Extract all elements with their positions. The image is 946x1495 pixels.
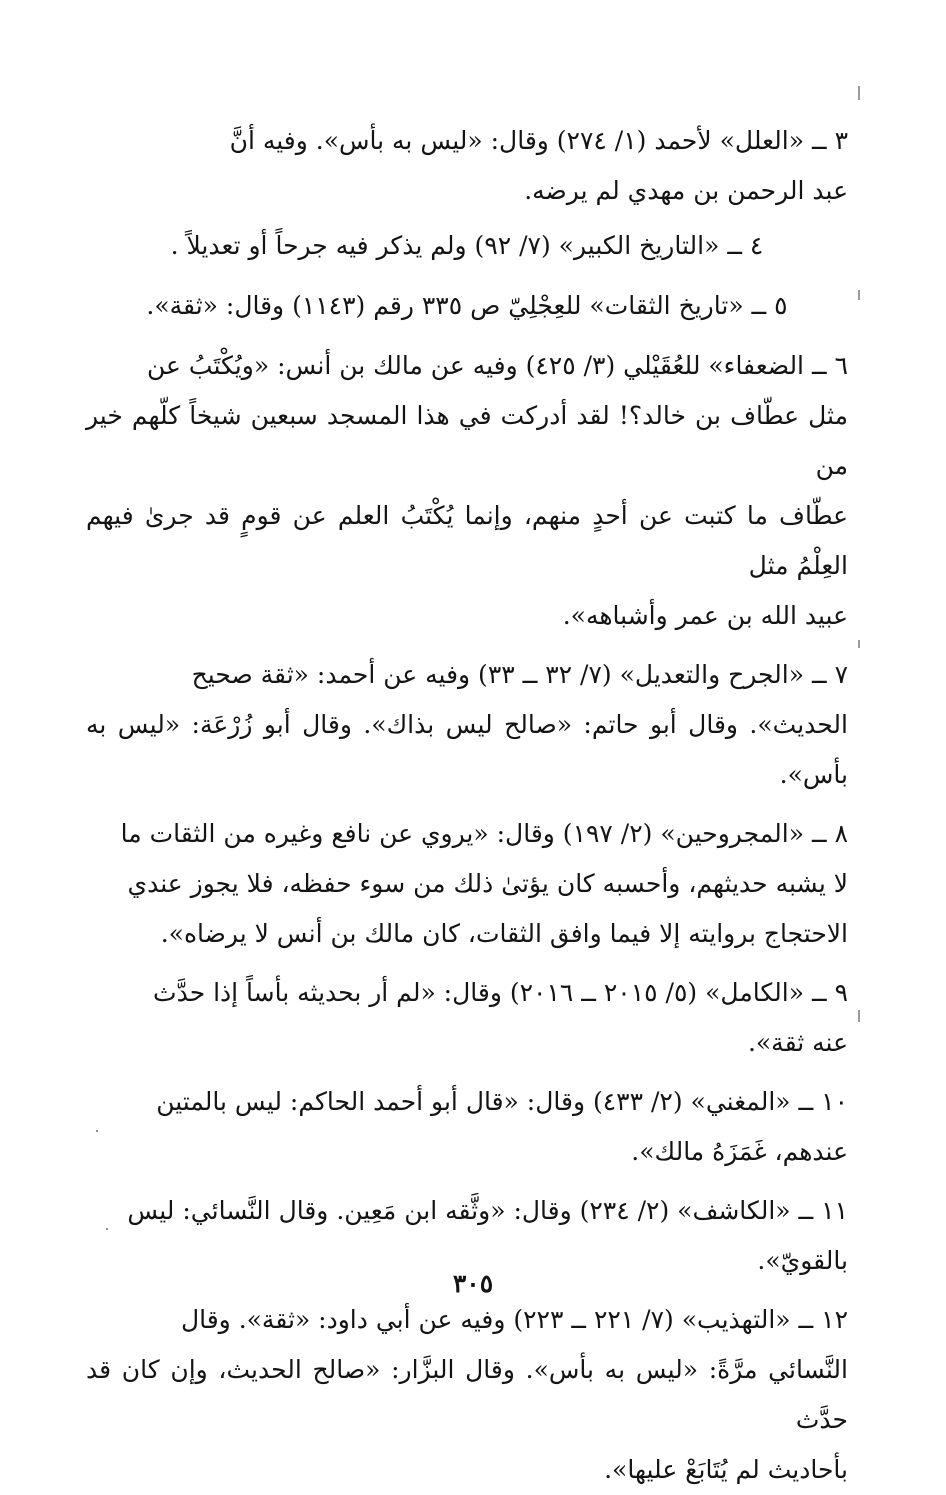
entry-10-line-1: ١٠ ــ «المغني» (٢/ ٤٣٣) وقال: «قال أبو أحمد الحاكم: ليس بالمتين xyxy=(156,1087,848,1116)
entry-10-line-2: عندهم، غَمَزَهُ مالك». xyxy=(631,1137,848,1166)
entry-12-line-2: النَّسائي مرَّةً: «ليس به بأس». وقال البزَّار: «صالح الحديث، وإن كان قد حدَّث xyxy=(86,1355,848,1434)
entry-6 xyxy=(86,341,848,641)
scan-edge-mark xyxy=(858,86,860,100)
entry-4 xyxy=(86,221,848,271)
entry-9-line-2: عنه ثقة». xyxy=(747,1028,848,1057)
entry-6-line-1: ٦ ــ الضعفاء» للعُقَيْلي (٣/ ٤٢٥) وفيه عن مالك بن أنس: «ويُكْتَبُ عن xyxy=(147,351,848,380)
entry-8-line-1: ٨ ــ «المجروحين» (٢/ ١٩٧) وقال: «يروي عن نافع وغيره من الثقات ما xyxy=(120,819,848,848)
entry-4-line-1: ٤ ــ «التاريخ الكبير» (٧/ ٩٢) ولم يذكر فيه جرحاً أو تعديلاً . xyxy=(170,231,764,260)
entry-10 xyxy=(86,1077,848,1177)
entry-7-line-2: الحديث». وقال أبو حاتم: «صالح ليس بذاك». وقال أبو زُرْعَة: «ليس به بأس». xyxy=(86,710,848,789)
scan-edge-mark xyxy=(858,1010,860,1022)
entry-3 xyxy=(86,116,848,216)
entry-12 xyxy=(86,1295,848,1495)
entry-6-line-2: مثل عطّاف بن خالد؟! لقد أدركت في هذا المسجد سبعين شيخاً كلّهم خير من xyxy=(86,401,848,480)
entry-5 xyxy=(86,281,848,331)
entry-6-line-4: عبيد الله بن عمر وأشباهه». xyxy=(562,601,848,630)
entry-11-line-2: بالقويّ». xyxy=(757,1246,848,1275)
entry-9 xyxy=(86,968,848,1068)
entry-6-line-3: عطّاف ما كتبت عن أحدٍ منهم، وإنما يُكْتَبُ العلم عن قومٍ قد جرىٰ فيهم العِلْمُ مثل xyxy=(86,501,848,580)
entry-5-line-1: ٥ ــ «تاريخ الثقات» للعِجْلِيّ ص ٣٣٥ رقم (١١٤٣) وقال: «ثقة». xyxy=(146,291,788,320)
page-number: ٣٠٥ xyxy=(452,1269,494,1298)
entry-8-line-2: لا يشبه حديثهم، وأحسبه كان يؤتىٰ ذلك من سوء حفظه، فلا يجوز عندي xyxy=(127,869,848,898)
entry-11-line-1: ١١ ــ «الكاشف» (٢/ ٢٣٤) وقال: «وثَّقه ابن مَعِين. وقال النَّسائي: ليس xyxy=(127,1196,848,1225)
scan-edge-mark xyxy=(858,290,860,300)
entry-9-line-1: ٩ ــ «الكامل» (٥/ ٢٠١٥ ــ ٢٠١٦) وقال: «لم أر بحديثه بأساً إذا حدَّث xyxy=(153,978,848,1007)
entry-3-line-2: عبد الرحمن بن مهدي لم يرضه. xyxy=(524,176,848,205)
entry-12-line-3: بأحاديث لم يُتَابَعْ عليها». xyxy=(604,1455,848,1484)
scan-edge-mark xyxy=(858,640,860,648)
entry-3-line-1: ٣ ــ «العلل» لأحمد (١/ ٢٧٤) وقال: «ليس به بأس». وفيه أنَّ xyxy=(229,126,848,155)
entry-7 xyxy=(86,650,848,800)
entry-12-line-1: ١٢ ــ «التهذيب» (٧/ ٢٢١ ــ ٢٢٣) وفيه عن أبي داود: «ثقة». وقال xyxy=(180,1305,848,1334)
entry-7-line-1: ٧ ــ «الجرح والتعديل» (٧/ ٣٢ ــ ٣٣) وفيه عن أحمد: «ثقة صحيح xyxy=(191,660,848,689)
entry-8 xyxy=(86,809,848,959)
entry-8-line-3: الاحتجاج بروايته إلا فيما وافق الثقات، كان مالك بن أنس لا يرضاه». xyxy=(160,919,848,948)
